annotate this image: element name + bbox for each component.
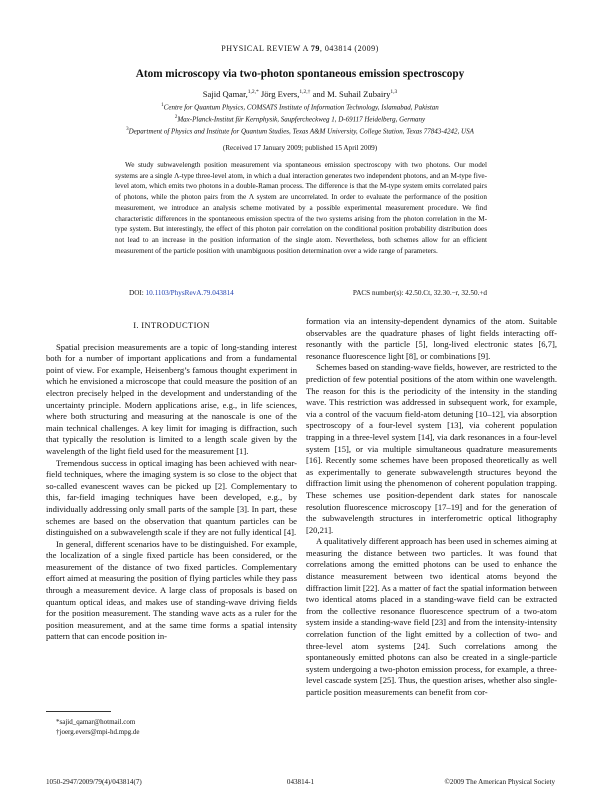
body-paragraph: A qualitatively different approach has been used in schemes aiming at measuring the distance between two particles. It was found that correlations among the emitted photons can be used to enhance the distance measurement between two identical atoms beyond the diffraction limit [22]. As a matter of fact the spatial information between two identical atoms placed in a standing-wave field can be extracted from the collective resonance fluorescence spectrum of a two-atom system inside a standing-wave field [23] and from the intensity-intensity correlation function of the light emitted by a collection of two- and three-level atom systems [24]. Such correlations among the spontaneously emitted photons can also be created in a single-particle system undergoing a two-photon emission process, for example, a three-level cascade system [25]. Thus, the question arises, whether also single-particle position measurements can benefit from cor-: [306, 536, 557, 697]
author-list: [0, 89, 600, 99]
affiliation-text: Centre for Quantum Physics, COMSATS Institute of Information Technology, Islamabad, Pakistan: [163, 103, 439, 112]
body-paragraph: Spatial precision measurements are a topic of long-standing interest both for a number of important applications and from a fundamental point of view. For example, Heisenberg’s famous thought experiment in which he envisioned a microscope that could measure the position of an electron precisely helped in the development and understanding of the uncertainty principle. Modern applications arise, e.g., in life sciences, where both structuring and measuring at the nanoscale is one of the main technical challenges. A key limit for imaging is diffraction, such that typically the resolution is limited to a length scale given by the wavelength of the light field used for the measurement [1].: [46, 341, 297, 456]
author-name: Sajid Qamar,: [202, 89, 248, 99]
doi-link[interactable]: 10.1103/PhysRevA.79.043814: [145, 289, 234, 297]
abstract: [115, 160, 487, 256]
section-heading: I. INTRODUCTION: [133, 320, 210, 330]
journal-volume: 79: [310, 44, 320, 53]
body-paragraph: Schemes based on standing-wave fields, however, are restricted to the prediction of few potential positions of the atom within one wavelength. The reason for this is the periodicity of the intensity in the standing wave. This restriction was addressed in subsequent work, for example, via a control of the vacuum field-atom detuning [10–12], via absorption spectroscopy of a four-level system [13], via coherent population trapping in a three-level system [14], via dark resonances in a four-level system [15], or via multiple simultaneous quadrature measurements [16]. Recently some schemes have been proposed theoretically as well as experimentally to generate subwavelength structures beyond the diffraction limit using the phenomenon of coherent population trapping. These schemes use position-dependent dark states for nanoscale resolution fluorescence microscopy [17–19] and for the generation of the subwavelength structures in interferometric optical lithography [20,21].: [306, 362, 557, 535]
footer-issn: 1050-2947/2009/79(4)/043814(7): [46, 778, 142, 786]
author-marks: 1,3: [390, 89, 398, 96]
received-dates: (Received 17 January 2009; published 15 April 2009): [222, 144, 378, 152]
right-column: [306, 316, 557, 699]
affiliation-text: Department of Physics and Institute for Quantum Studies, Texas A&M University, College Station, Texas 77843-4242, USA: [128, 127, 474, 136]
journal-header: [0, 44, 600, 53]
affiliation-mark: 2: [174, 115, 178, 121]
body-paragraph: In general, different scenarios have to be distinguished. For example, the localization of a single fixed particle has been considered, or the measurement of the distance of two fixed particles. Complementary effort aimed at measuring the position of flying particles while they pass through a measurement device. A large class of proposals is based on quantum optical ideas, and makes use of standing-wave driving fields for the position measurement. The standing wave acts as a ruler for the position measurement, and at the same time forms a spatial intensity pattern that can encode position in-: [46, 538, 297, 642]
author-name: Jörg Evers,: [260, 89, 300, 99]
footnote-email: *sajid_qamar@hotmail.com: [56, 718, 136, 726]
footnotes: [46, 711, 297, 737]
pacs-numbers: PACS number(s): 42.50.Ct, 32.30.−r, 32.50.+d: [352, 289, 487, 297]
author-marks: 1,2,†: [299, 89, 311, 96]
affiliation-mark: 3: [126, 127, 129, 133]
journal-article-info: , 043814 (2009): [319, 44, 379, 53]
author-name: and M. Suhail Zubairy: [312, 89, 391, 99]
affiliation-mark: 1: [161, 103, 164, 108]
doi-line: [129, 289, 234, 297]
footer-copyright: ©2009 The American Physical Society: [444, 778, 555, 786]
abstract-text: We study subwavelength position measurement via spontaneous emission spectroscopy with two photons. Our model systems are a single Λ-type three-level atom, in which a dual interaction generates two independent photons, and an M-type five-level atom, which emits two photons in a double-Raman process. The difference is that the M-type system emits correlated pairs of photons, while the photon pairs from the Λ system are uncorrelated. In order to evaluate the performance of the position measurement, we introduce an analysis scheme motivated by a possible experimental measurement procedure. We find characteristic differences in the spontaneous emission spectra of the two systems arising from the photon correlation in the M-type system. But interestingly, the effect of this photon pair correlation on the conditional position probability distribution does not lead to an increase in the position information of the single atom. Nevertheless, both schemes allow for an efficient measurement of the particle position with unambiguous position determination over a wide range of parameters.: [115, 161, 487, 255]
author-marks: 1,2,*: [247, 89, 259, 96]
footnote-rule: [46, 711, 111, 712]
affiliation: [0, 101, 600, 113]
affiliations: [0, 101, 600, 137]
left-column: [46, 316, 297, 643]
affiliation-text: Max-Planck-Institut für Kernphysik, Saupfercheckweg 1, D-69117 Heidelberg, Germany: [177, 115, 426, 124]
affiliation: [0, 125, 600, 137]
body-paragraph: Tremendous success in optical imaging has been achieved with near-field techniques, where the imaging system is so close to the object that so-called evanescent waves can be picked up [2]. Complementary to this, far-field imaging techniques have been developed, e.g., by individually addressing only small parts of the sample [3]. In part, these schemes are based on the observation that quantum particles can be distinguished on a subwavelength scale if they are not fully identical [4].: [46, 457, 297, 538]
doi-label: DOI:: [129, 289, 144, 297]
paper-title: Atom microscopy via two-photon spontaneous emission spectroscopy: [135, 68, 465, 80]
affiliation: [0, 113, 600, 125]
journal-name: PHYSICAL REVIEW A: [221, 44, 309, 53]
footnote-email: †joerg.evers@mpi-hd.mpg.de: [56, 728, 140, 736]
footer-page-number: 043814-1: [286, 778, 315, 786]
body-paragraph: formation via an intensity-dependent dynamics of the atom. Suitable observables are the quadrature phases of light fields interacting off-resonantly with the particle [5], long-lived electronic states [6,7], resonance fluorescence light [8], or combinations [9].: [306, 316, 557, 361]
